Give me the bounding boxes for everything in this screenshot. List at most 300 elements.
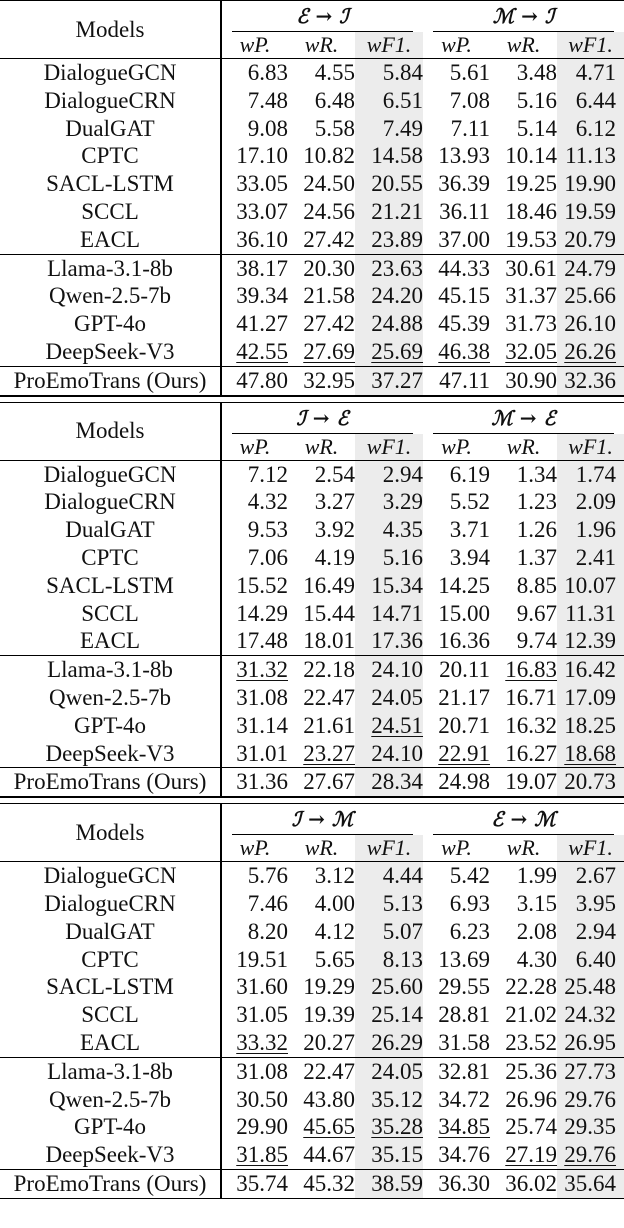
score-value: 5.52 <box>449 489 491 515</box>
score-cell <box>423 656 490 684</box>
score-cell <box>221 684 288 712</box>
score-cell <box>221 488 288 516</box>
score-cell <box>557 310 624 338</box>
score-cell <box>490 142 557 170</box>
score-value: 6.12 <box>575 115 617 141</box>
score-cell <box>221 254 288 282</box>
score-cell <box>557 656 624 684</box>
score-value: 42.55 <box>236 338 288 364</box>
table-row <box>0 712 624 740</box>
score-value: 20.79 <box>564 226 617 252</box>
direction-header <box>221 1 423 33</box>
score-value: 9.53 <box>247 517 288 543</box>
score-value: 6.48 <box>314 87 355 113</box>
metric-header: wR. <box>506 433 541 459</box>
score-cell <box>423 1029 490 1057</box>
score-cell <box>221 1057 288 1085</box>
score-value: 3.15 <box>516 890 558 916</box>
score-value: 21.58 <box>303 283 355 309</box>
score-cell <box>221 115 288 143</box>
model-name: ProEmoTrans (Ours) <box>0 366 221 395</box>
score-value: 31.58 <box>438 1029 491 1055</box>
score-cell <box>355 740 423 768</box>
score-value: 18.46 <box>505 198 558 224</box>
score-value: 36.30 <box>438 1170 491 1196</box>
table-row <box>0 890 624 918</box>
score-value: 5.16 <box>516 87 558 113</box>
score-value: 16.27 <box>505 740 558 766</box>
score-value: 45.39 <box>438 311 491 337</box>
metric-header: wP. <box>441 433 472 459</box>
score-value: 29.55 <box>438 974 491 1000</box>
score-cell <box>355 142 423 170</box>
score-cell <box>288 544 355 572</box>
score-cell <box>288 656 355 684</box>
metric-header: wF1. <box>355 835 423 862</box>
score-value: 36.39 <box>438 171 491 197</box>
model-name: Qwen-2.5-7b <box>0 282 221 310</box>
direction-label: ℳ → ℐ <box>433 1 614 32</box>
table-row <box>0 600 624 628</box>
score-value: 17.48 <box>236 628 288 654</box>
score-value: 19.59 <box>564 198 617 224</box>
score-value: 31.08 <box>236 684 288 710</box>
model-name: Qwen-2.5-7b <box>0 684 221 712</box>
table-row <box>0 768 624 797</box>
table-row <box>0 656 624 684</box>
score-cell <box>355 544 423 572</box>
score-cell <box>423 338 490 366</box>
score-value: 31.60 <box>236 974 288 1000</box>
score-value: 35.74 <box>236 1170 288 1196</box>
score-cell <box>490 600 557 628</box>
metric-header: wF1. <box>557 434 624 461</box>
score-value: 26.26 <box>564 338 617 364</box>
score-value: 24.51 <box>371 712 424 738</box>
score-value: 38.17 <box>236 255 288 281</box>
score-cell <box>423 460 490 488</box>
table-row <box>0 115 624 143</box>
direction-label: ℰ → ℐ <box>232 1 413 32</box>
score-cell <box>221 460 288 488</box>
score-cell <box>557 862 624 890</box>
score-cell <box>490 712 557 740</box>
score-value: 25.66 <box>564 283 617 309</box>
score-cell <box>557 572 624 600</box>
model-name: Qwen-2.5-7b <box>0 1086 221 1114</box>
score-value: 11.13 <box>565 143 617 169</box>
score-value: 22.47 <box>303 684 355 710</box>
score-value: 5.58 <box>314 115 355 141</box>
score-cell <box>288 170 355 198</box>
score-cell <box>221 572 288 600</box>
score-value: 22.47 <box>303 1058 355 1084</box>
score-cell <box>221 516 288 544</box>
score-cell <box>221 366 288 395</box>
metric-header: wP. <box>441 32 472 57</box>
models-header: Models <box>0 804 221 862</box>
score-cell <box>490 282 557 310</box>
score-value: 4.00 <box>314 890 355 916</box>
score-value: 23.89 <box>371 226 424 252</box>
score-value: 23.63 <box>371 255 424 281</box>
score-cell <box>557 768 624 797</box>
score-cell <box>557 282 624 310</box>
score-value: 16.71 <box>505 684 558 710</box>
score-cell <box>490 740 557 768</box>
table-row <box>0 572 624 600</box>
score-cell <box>423 366 490 395</box>
score-cell <box>557 366 624 395</box>
score-value: 34.76 <box>438 1142 491 1168</box>
score-value: 26.96 <box>505 1086 558 1112</box>
score-cell <box>423 684 490 712</box>
score-value: 25.60 <box>371 974 424 1000</box>
score-value: 27.19 <box>505 1142 558 1168</box>
score-cell <box>490 918 557 946</box>
score-value: 16.32 <box>505 712 558 738</box>
score-value: 35.28 <box>371 1114 424 1140</box>
score-cell <box>288 684 355 712</box>
score-value: 31.05 <box>236 1002 288 1028</box>
metric-header: wR. <box>506 835 541 861</box>
score-cell <box>423 1001 490 1029</box>
score-cell <box>288 366 355 395</box>
model-name: EACL <box>0 226 221 254</box>
score-value: 8.85 <box>516 572 558 598</box>
score-cell <box>221 890 288 918</box>
score-value: 3.71 <box>449 517 491 543</box>
score-cell <box>355 460 423 488</box>
score-cell <box>423 1169 490 1198</box>
score-value: 11.31 <box>565 600 617 626</box>
direction-label: ℐ → ℳ <box>232 804 413 835</box>
score-cell <box>288 1086 355 1114</box>
score-value: 5.07 <box>382 918 424 944</box>
results-table-2 <box>0 402 624 798</box>
score-cell <box>557 488 624 516</box>
score-cell <box>355 656 423 684</box>
score-value: 15.44 <box>303 600 355 626</box>
score-value: 21.61 <box>303 712 355 738</box>
metric-header: wP. <box>239 32 271 57</box>
score-cell <box>288 488 355 516</box>
score-value: 3.12 <box>314 863 355 889</box>
score-value: 24.05 <box>371 1058 424 1084</box>
score-cell <box>423 1057 490 1085</box>
score-value: 9.74 <box>516 628 558 654</box>
score-value: 6.83 <box>247 60 288 85</box>
score-value: 28.81 <box>438 1002 491 1028</box>
table-row <box>0 918 624 946</box>
score-value: 3.48 <box>516 60 558 85</box>
score-cell <box>288 627 355 655</box>
results-table-3 <box>0 803 624 1199</box>
score-cell <box>423 142 490 170</box>
score-value: 33.07 <box>236 198 288 224</box>
score-cell <box>221 1001 288 1029</box>
table-row <box>0 59 624 87</box>
score-value: 4.32 <box>247 489 288 515</box>
model-name: DialogueCRN <box>0 87 221 115</box>
score-cell <box>423 488 490 516</box>
score-value: 24.50 <box>303 171 355 197</box>
score-cell <box>490 1086 557 1114</box>
table-row <box>0 1141 624 1169</box>
score-value: 6.19 <box>449 461 491 487</box>
score-cell <box>557 170 624 198</box>
score-cell <box>490 1057 557 1085</box>
score-value: 25.69 <box>371 338 424 364</box>
direction-label: ℰ → ℳ <box>433 804 614 835</box>
score-cell <box>288 282 355 310</box>
score-value: 26.95 <box>564 1029 617 1055</box>
score-value: 18.68 <box>564 740 617 766</box>
score-cell <box>557 254 624 282</box>
score-cell <box>490 254 557 282</box>
table-row <box>0 946 624 974</box>
score-cell <box>423 198 490 226</box>
metric-header: wR. <box>304 32 339 57</box>
score-value: 19.39 <box>303 1002 355 1028</box>
score-value: 5.84 <box>382 60 424 85</box>
score-cell <box>557 600 624 628</box>
score-value: 27.42 <box>303 311 355 337</box>
score-value: 36.11 <box>439 198 491 224</box>
score-value: 15.34 <box>371 572 424 598</box>
score-cell <box>288 1113 355 1141</box>
table-row <box>0 198 624 226</box>
model-name: Llama-3.1-8b <box>0 656 221 684</box>
score-cell <box>355 684 423 712</box>
score-cell <box>557 684 624 712</box>
score-cell <box>355 973 423 1001</box>
score-cell <box>288 890 355 918</box>
score-value: 4.44 <box>382 863 424 889</box>
table-row <box>0 170 624 198</box>
score-value: 37.27 <box>371 367 424 393</box>
score-cell <box>221 627 288 655</box>
score-value: 9.08 <box>247 115 288 141</box>
score-cell <box>490 572 557 600</box>
score-cell <box>423 740 490 768</box>
score-value: 9.67 <box>516 600 558 626</box>
score-value: 7.49 <box>382 115 424 141</box>
score-value: 29.76 <box>564 1142 617 1168</box>
score-value: 24.56 <box>303 198 355 224</box>
model-name: DialogueGCN <box>0 862 221 890</box>
score-value: 28.34 <box>371 769 424 795</box>
score-value: 31.08 <box>236 1058 288 1084</box>
score-cell <box>490 170 557 198</box>
score-value: 25.36 <box>505 1058 558 1084</box>
score-value: 31.37 <box>505 283 558 309</box>
score-value: 32.81 <box>438 1058 491 1084</box>
score-value: 3.29 <box>382 489 424 515</box>
direction-label: ℳ → ℰ <box>433 403 614 434</box>
model-name: DialogueGCN <box>0 460 221 488</box>
score-value: 18.25 <box>564 712 617 738</box>
score-cell <box>221 946 288 974</box>
score-value: 45.15 <box>438 283 491 309</box>
table-row <box>0 862 624 890</box>
score-cell <box>557 59 624 87</box>
score-cell <box>288 1001 355 1029</box>
score-value: 47.11 <box>439 367 491 393</box>
score-cell <box>355 170 423 198</box>
score-value: 19.51 <box>236 946 288 972</box>
score-value: 20.27 <box>303 1029 355 1055</box>
score-value: 3.94 <box>449 544 491 570</box>
score-cell <box>288 142 355 170</box>
score-cell <box>221 59 288 87</box>
score-value: 17.36 <box>371 628 424 654</box>
score-value: 19.90 <box>564 171 617 197</box>
score-value: 35.64 <box>564 1170 617 1196</box>
score-cell <box>221 87 288 115</box>
score-cell <box>355 516 423 544</box>
score-cell <box>557 115 624 143</box>
score-cell <box>355 1001 423 1029</box>
score-value: 14.25 <box>438 572 491 598</box>
metric-header: wP. <box>441 835 472 861</box>
score-cell <box>557 918 624 946</box>
score-cell <box>221 740 288 768</box>
score-value: 7.06 <box>247 544 288 570</box>
metric-header: wR. <box>506 32 541 57</box>
score-cell <box>288 59 355 87</box>
models-header: Models <box>0 402 221 460</box>
score-cell <box>557 890 624 918</box>
score-cell <box>490 87 557 115</box>
score-value: 1.26 <box>516 517 558 543</box>
score-cell <box>288 768 355 797</box>
score-value: 37.00 <box>438 226 491 252</box>
score-cell <box>490 1113 557 1141</box>
score-value: 17.09 <box>564 684 617 710</box>
score-cell <box>288 712 355 740</box>
model-name: DialogueCRN <box>0 488 221 516</box>
score-value: 1.99 <box>516 863 558 889</box>
score-value: 31.01 <box>236 740 288 766</box>
direction-header <box>423 1 624 33</box>
score-cell <box>557 1169 624 1198</box>
score-value: 31.73 <box>505 311 558 337</box>
score-cell <box>221 1141 288 1169</box>
score-value: 10.14 <box>505 143 558 169</box>
score-cell <box>288 1057 355 1085</box>
score-value: 14.29 <box>236 600 288 626</box>
score-cell <box>355 1029 423 1057</box>
score-cell <box>288 740 355 768</box>
score-cell <box>288 254 355 282</box>
score-cell <box>221 1086 288 1114</box>
score-cell <box>490 226 557 254</box>
score-value: 5.65 <box>314 946 355 972</box>
model-name: DualGAT <box>0 918 221 946</box>
score-cell <box>490 684 557 712</box>
score-cell <box>288 115 355 143</box>
score-value: 24.10 <box>371 657 424 683</box>
score-value: 16.42 <box>564 657 617 683</box>
score-value: 27.69 <box>303 338 355 364</box>
score-value: 4.12 <box>314 918 355 944</box>
score-cell <box>423 918 490 946</box>
score-cell <box>355 87 423 115</box>
score-cell <box>288 946 355 974</box>
score-value: 29.76 <box>564 1086 617 1112</box>
model-name: DialogueGCN <box>0 59 221 87</box>
score-value: 31.85 <box>236 1142 288 1168</box>
score-value: 2.94 <box>575 918 617 944</box>
score-value: 31.36 <box>236 769 288 795</box>
direction-header <box>423 402 624 434</box>
score-value: 25.48 <box>564 974 617 1000</box>
table-row <box>0 1029 624 1057</box>
score-cell <box>221 310 288 338</box>
score-cell <box>423 115 490 143</box>
score-value: 35.15 <box>371 1142 424 1168</box>
table-row <box>0 282 624 310</box>
score-cell <box>490 516 557 544</box>
table-row <box>0 973 624 1001</box>
score-value: 4.30 <box>516 946 558 972</box>
metric-header: wR. <box>304 433 339 459</box>
results-table-1 <box>0 0 624 396</box>
score-cell <box>221 862 288 890</box>
score-value: 34.72 <box>438 1086 491 1112</box>
score-value: 26.10 <box>564 311 617 337</box>
score-value: 5.42 <box>449 863 491 889</box>
score-cell <box>423 862 490 890</box>
direction-label: ℐ → ℰ <box>232 403 413 434</box>
score-value: 7.08 <box>449 87 491 113</box>
score-cell <box>355 1086 423 1114</box>
score-cell <box>288 600 355 628</box>
score-value: 24.32 <box>564 1002 617 1028</box>
score-cell <box>355 59 423 87</box>
score-cell <box>288 516 355 544</box>
metric-header: wR. <box>304 835 339 861</box>
score-cell <box>423 627 490 655</box>
score-value: 26.29 <box>371 1029 424 1055</box>
score-cell <box>423 87 490 115</box>
score-value: 19.07 <box>505 769 558 795</box>
metric-header: wF1. <box>557 32 624 59</box>
score-value: 20.55 <box>371 171 424 197</box>
score-value: 23.27 <box>303 740 355 766</box>
score-value: 7.12 <box>247 461 288 487</box>
table-row <box>0 740 624 768</box>
score-value: 1.34 <box>516 461 558 487</box>
score-cell <box>423 600 490 628</box>
score-cell <box>490 310 557 338</box>
table-row <box>0 254 624 282</box>
score-value: 16.49 <box>303 572 355 598</box>
model-name: ProEmoTrans (Ours) <box>0 1169 221 1198</box>
score-cell <box>557 198 624 226</box>
score-value: 44.67 <box>303 1142 355 1168</box>
model-name: DeepSeek-V3 <box>0 1141 221 1169</box>
model-name: SACL-LSTM <box>0 572 221 600</box>
score-value: 41.27 <box>236 311 288 337</box>
score-cell <box>355 768 423 797</box>
score-value: 7.48 <box>247 87 288 113</box>
direction-header <box>221 804 423 836</box>
table-row <box>0 1169 624 1198</box>
score-value: 4.71 <box>575 60 617 85</box>
score-value: 22.18 <box>303 657 355 683</box>
